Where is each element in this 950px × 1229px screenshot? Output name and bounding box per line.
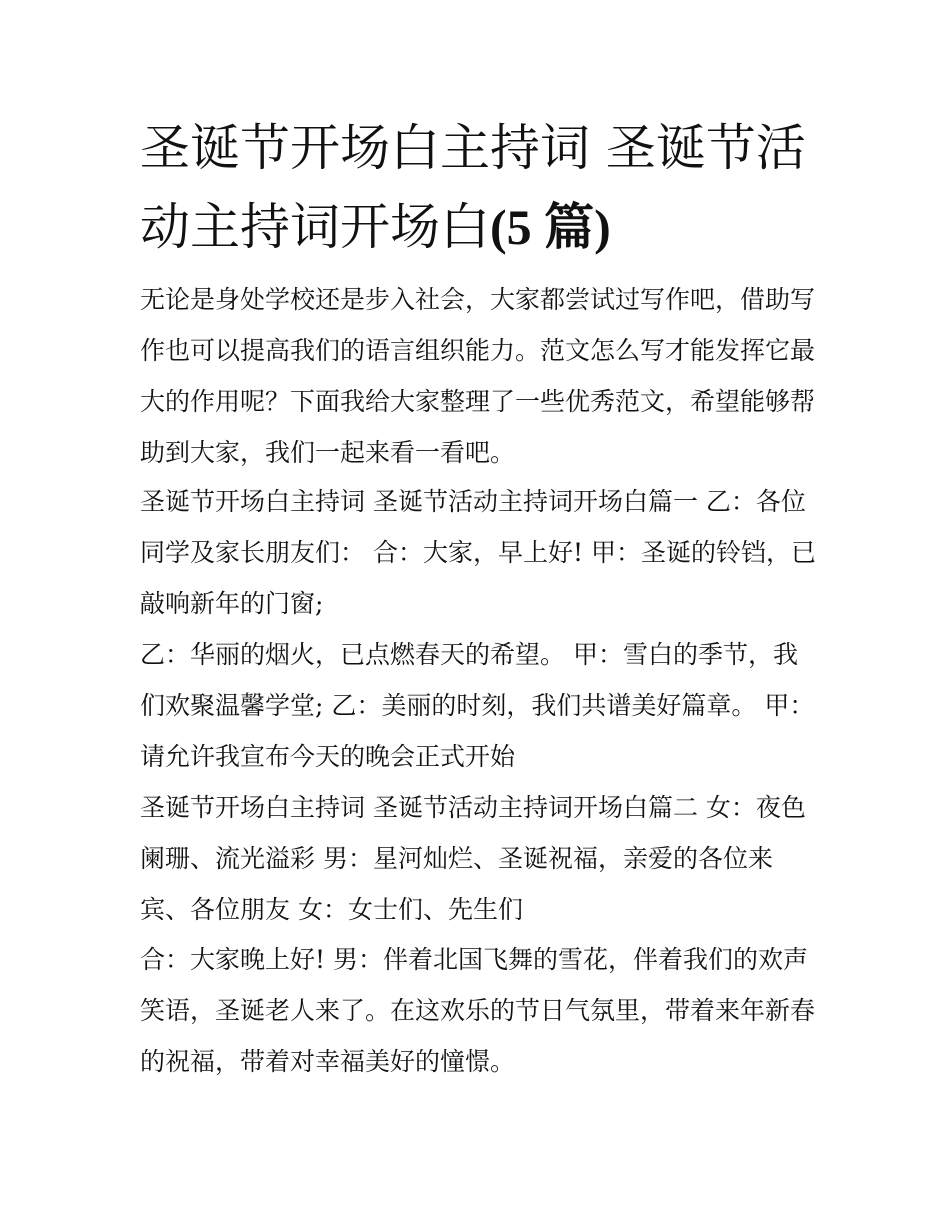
title-text-1: 圣诞节开场白主持词 圣诞节活 bbox=[140, 119, 806, 177]
paragraph-dialogue-line: 们欢聚温馨学堂; 乙：美丽的时刻，我们共谱美好篇章。 甲： bbox=[140, 691, 815, 720]
paragraph-intro-line: 助到大家，我们一起来看一看吧。 bbox=[140, 438, 516, 467]
paragraph-intro-line: 大的作用呢？下面我给大家整理了一些优秀范文，希望能够帮 bbox=[140, 387, 816, 416]
paragraph-dialogue-line: 请允许我宣布今天的晚会正式开始 bbox=[140, 742, 516, 771]
paragraph-dialogue-line: 乙：华丽的烟火，已点燃春天的希望。 甲：雪白的季节，我 bbox=[140, 640, 798, 669]
paragraph-section-one-line: 圣诞节开场白主持词 圣诞节活动主持词开场白篇一 乙：各位 bbox=[140, 487, 806, 516]
paragraph-section-one-line: 敲响新年的门窗; bbox=[140, 589, 324, 618]
paragraph-closing-line: 的祝福，带着对幸福美好的憧憬。 bbox=[140, 1047, 516, 1076]
paragraph-closing-line: 合：大家晚上好! 男：伴着北国飞舞的雪花，伴着我们的欢声 bbox=[140, 945, 808, 974]
document-title-line-1 bbox=[140, 118, 806, 178]
paragraph-section-two-line: 圣诞节开场白主持词 圣诞节活动主持词开场白篇二 女：夜色 bbox=[140, 793, 806, 822]
title-count: (5 篇) bbox=[490, 199, 611, 255]
paragraph-intro-line: 无论是身处学校还是步入社会，大家都尝试过写作吧，借助写 bbox=[140, 285, 816, 314]
document-title-line-2 bbox=[140, 197, 611, 257]
title-text-2: 动主持词开场白 bbox=[140, 198, 490, 256]
paragraph-intro-line: 作也可以提高我们的语言组织能力。范文怎么写才能发挥它最 bbox=[140, 336, 816, 365]
paragraph-section-two-line: 阑珊、流光溢彩 男：星河灿烂、圣诞祝福，亲爱的各位来 bbox=[140, 844, 773, 873]
paragraph-section-two-line: 宾、各位朋友 女：女士们、先生们 bbox=[140, 895, 523, 924]
paragraph-closing-line: 笑语，圣诞老人来了。在这欢乐的节日气氛里，带着来年新春 bbox=[140, 996, 816, 1025]
paragraph-section-one-line: 同学及家长朋友们： 合：大家，早上好! 甲：圣诞的铃铛，已 bbox=[140, 538, 816, 567]
